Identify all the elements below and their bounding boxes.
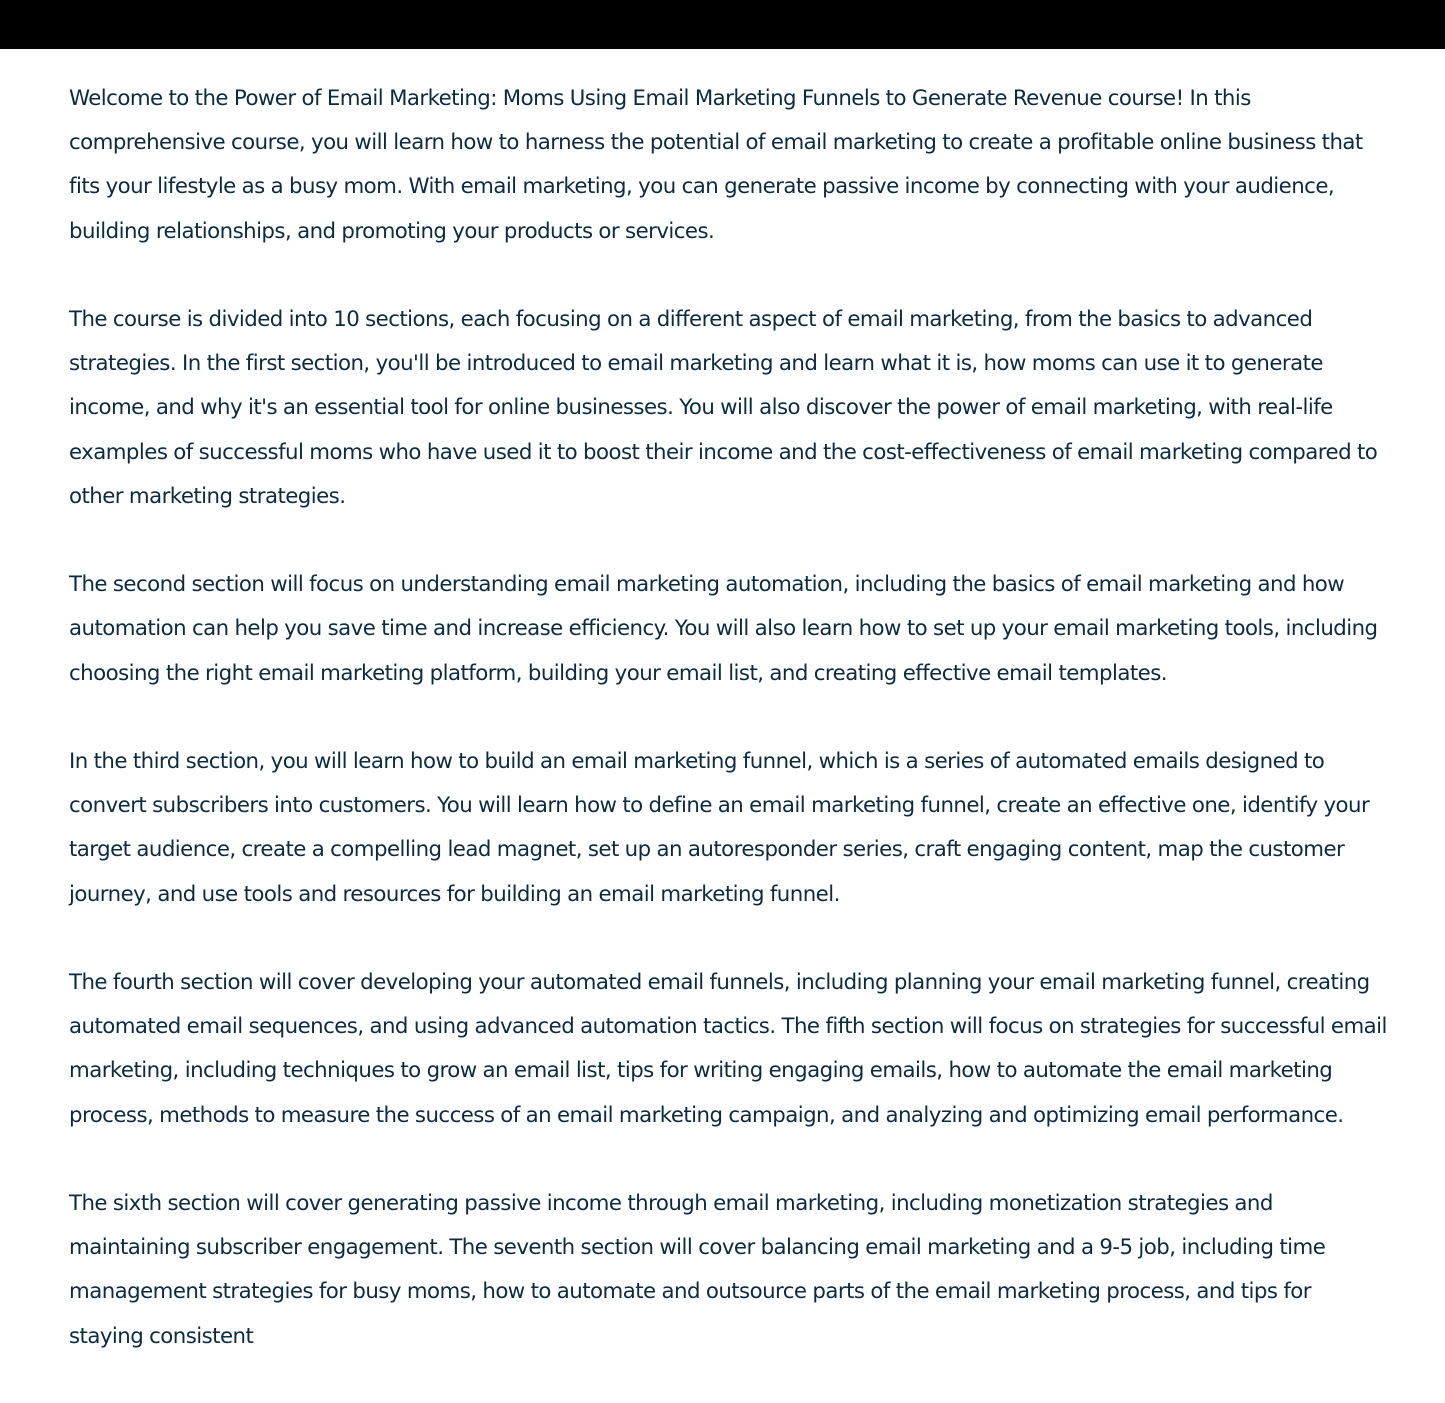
paragraph-course-overview: The course is divided into 10 sections, each focusing on a different aspect of email marketing, from the basics to advanced strategies. In the first section, you'll be introduced to email marketing and learn what it is, how moms can use it to generate income, and why it's an essential tool for online businesses. You will also discover the power of email marketing, with real-life examples of successful moms who have used it to boost their income and the cost-effectiveness of email marketing compared to other marketing strategies. xyxy=(69,307,1378,509)
top-bar xyxy=(0,0,1445,49)
article-body xyxy=(69,77,1389,1403)
paragraph-sections-four-five: The fourth section will cover developing your automated email funnels, including planning your email marketing funnel, creating automated email sequences, and using advanced automation tactics. The fifth section will focus on strategies for successful email marketing, including techniques to grow an email list, tips for writing engaging emails, how to automate the email marketing process, methods to measure the success of an email marketing campaign, and analyzing and optimizing email performance. xyxy=(69,970,1387,1128)
paragraph-section-two: The second section will focus on understanding email marketing automation, including the basics of email marketing and how automation can help you save time and increase efficiency. You will also learn how to set up your email marketing tools, including choosing the right email marketing platform, building your email list, and creating effective email templates. xyxy=(69,572,1378,686)
paragraph-intro: Welcome to the Power of Email Marketing: Moms Using Email Marketing Funnels to Generate Revenue course! In this comprehensive course, you will learn how to harness the potential of email marketing to create a profitable online business that fits your lifestyle as a busy mom. With email marketing, you can generate passive income by connecting with your audience, building relationships, and promoting your products or services. xyxy=(69,86,1363,244)
paragraph-section-three: In the third section, you will learn how to build an email marketing funnel, which is a series of automated emails designed to convert subscribers into customers. You will learn how to define an email marketing funnel, create an effective one, identify your target audience, create a compelling lead magnet, set up an autoresponder series, craft engaging content, map the customer journey, and use tools and resources for building an email marketing funnel. xyxy=(69,749,1370,907)
paragraph-sections-six-seven: The sixth section will cover generating passive income through email marketing, including monetization strategies and maintaining subscriber engagement. The seventh section will cover balancing email marketing and a 9-5 job, including time management strategies for busy moms, how to automate and outsource parts of the email marketing process, and tips for staying consistent xyxy=(69,1191,1326,1349)
